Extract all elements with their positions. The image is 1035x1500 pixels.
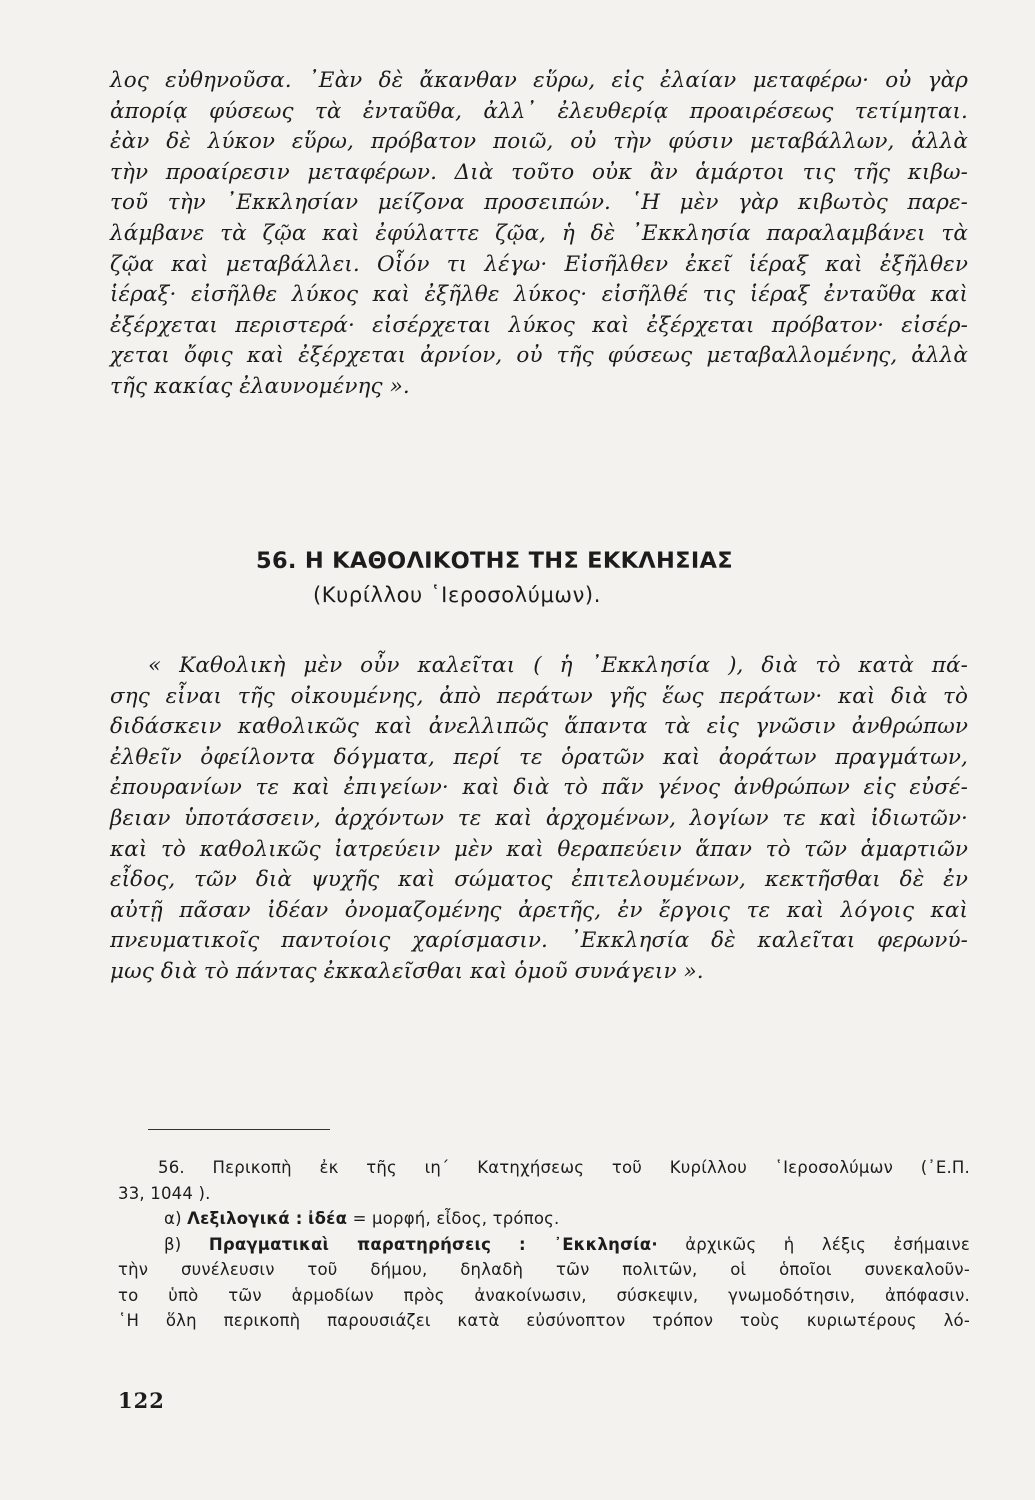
footnote-a (118, 1206, 970, 1232)
footnote-a-label: α) (164, 1209, 182, 1228)
footnote-a-term: ἰδέα (308, 1209, 348, 1228)
quote-paragraph (110, 651, 968, 988)
footnote-b-line: τὴν συνέλευσιν τοῦ δήμου, δηλαδὴ τῶν πολιτῶν, οἱ ὁποῖοι συνεκαλοῦν- (118, 1260, 970, 1279)
passage-line: ἐξέρχεται περιστερά· εἰσέρχεται λύκος καὶ ἐξέρχεται πρόβατον· εἰσέρ- (110, 312, 968, 338)
passage-line: τοῦ τὴν ᾿Εκκλησίαν μείζονα προσειπών. ῾Η μὲν γὰρ κιβωτὸς παρε- (110, 190, 968, 216)
footnote-b-text: ἀρχικῶς ἡ λέξις ἐσήμαινε (685, 1234, 970, 1254)
quote-line: σης εἶναι τῆς οἰκουμένης, ἀπὸ περάτων γῆς ἕως περάτων· καὶ διὰ τὸ (110, 683, 968, 709)
quote-line: ἐλθεῖν ὀφείλοντα δόγματα, περί τε ὁρατῶν καὶ ἀοράτων πραγμάτων, (110, 744, 968, 770)
quote-line: πνευματικοῖς παντοίοις χαρίσμασιν. ᾿Εκκλησία δὲ καλεῖται φερωνύ- (110, 928, 968, 954)
passage-line: λος εὐθηνοῦσα. ᾿Εὰν δὲ ἄκανθαν εὕρω, εἰς ἐλαίαν μεταφέρω· οὐ γὰρ (110, 68, 968, 93)
quote-line: μως διὰ τὸ πάντας ἐκκαλεῖσθαι καὶ ὁμοῦ συνάγειν ». (110, 958, 704, 984)
quote-line: διδάσκειν καθολικῶς καὶ ἀνελλιπῶς ἅπαντα τὰ εἰς γνῶσιν ἀνθρώπων (110, 714, 968, 740)
quote-line: αὐτῇ πᾶσαν ἰδέαν ὀνομαζομένης ἀρετῆς, ἐν ἔργοις τε καὶ λόγοις καὶ (110, 897, 968, 923)
footnotes (118, 1155, 970, 1334)
footnote-a-heading: Λεξιλογικά : (187, 1209, 303, 1228)
passage-paragraph (110, 66, 968, 403)
footnote-b-line: ῾Η ὅλη περικοπὴ παρουσιάζει κατὰ εὐσύνοπτον τρόπον τοὺς κυριωτέρους λό- (118, 1311, 970, 1330)
passage-line: τῆς κακίας ἐλαυνομένης ». (110, 373, 410, 399)
footnote-divider (148, 1129, 330, 1130)
footnote-a-text: = μορφή, εἶδος, τρόπος. (352, 1209, 560, 1228)
passage-line: ἱέραξ· εἰσῆλθε λύκος καὶ ἐξῆλθε λύκος· εἰσῆλθέ τις ἱέραξ ἐνταῦθα καὶ (110, 282, 968, 308)
footnote-56-line: 33, 1044 ). (118, 1183, 211, 1203)
passage-line: ἀπορίᾳ φύσεως τὰ ἐνταῦθα, ἀλλ᾿ ἐλευθερίᾳ προαιρέσεως τετίμηται. (110, 98, 968, 124)
quote-line: καὶ τὸ καθολικῶς ἰατρεύειν μὲν καὶ θεραπεύειν ἅπαν τὸ τῶν ἁμαρτιῶν (110, 836, 968, 862)
section-title: 56. Η ΚΑΘΟΛΙΚΟΤΗΣ ΤΗΣ ΕΚΚΛΗΣΙΑΣ (256, 548, 733, 574)
passage-line: λάμβανε τὰ ζῷα καὶ ἐφύλαττε ζῷα, ἡ δὲ ᾿Εκκλησία παραλαμβάνει τὰ (110, 220, 968, 246)
page-number: 122 (118, 1388, 165, 1413)
footnote-56-line: 56. Περικοπὴ ἐκ τῆς ιη΄ Κατηχήσεως τοῦ Κυρίλλου ῾Ιεροσολύμων (᾿Ε.Π. (158, 1158, 970, 1177)
section-subtitle: (Κυρίλλου ῾Ιεροσολύμων). (313, 583, 601, 607)
passage-line: χεται ὄφις καὶ ἐξέρχεται ἀρνίον, οὐ τῆς φύσεως μεταβαλλομένης, ἀλλὰ (110, 343, 968, 369)
footnote-b-line: το ὑπὸ τῶν ἁρμοδίων πρὸς ἀνακοίνωσιν, σύσκεψιν, γνωμοδότησιν, ἀπόφασιν. (118, 1285, 970, 1305)
footnote-b-label: β) (164, 1234, 182, 1254)
passage-line: ἐὰν δὲ λύκον εὕρω, πρόβατον ποιῶ, οὐ τὴν φύσιν μεταβάλλων, ἀλλὰ (110, 129, 968, 155)
quote-line: βειαν ὑποτάσσειν, ἀρχόντων τε καὶ ἀρχομένων, λογίων τε καὶ ἰδιωτῶν· (110, 805, 968, 831)
quote-line: εἶδος, τῶν διὰ ψυχῆς καὶ σώματος ἐπιτελουμένων, κεκτῆσθαι δὲ ἐν (110, 867, 968, 893)
footnote-b-heading: Πραγματικαὶ παρατηρήσεις : ᾿Εκκλησία· (208, 1234, 658, 1254)
quote-line: ἐπουρανίων τε καὶ ἐπιγείων· καὶ διὰ τὸ πᾶν γένος ἀνθρώπων εἰς εὐσέ- (110, 775, 968, 801)
passage-line: ζῷα καὶ μεταβάλλει. Οἷόν τι λέγω· Εἰσῆλθεν ἐκεῖ ἱέραξ καὶ ἐξῆλθεν (110, 251, 968, 277)
passage-line: τὴν προαίρεσιν μεταφέρων. Διὰ τοῦτο οὐκ ἂν ἁμάρτοι τις τῆς κιβω- (110, 159, 968, 185)
footnote-b (118, 1232, 970, 1258)
quote-line: « Καθολικὴ μὲν οὖν καλεῖται ( ἡ ᾿Εκκλησία ), διὰ τὸ κατὰ πά- (148, 653, 968, 678)
